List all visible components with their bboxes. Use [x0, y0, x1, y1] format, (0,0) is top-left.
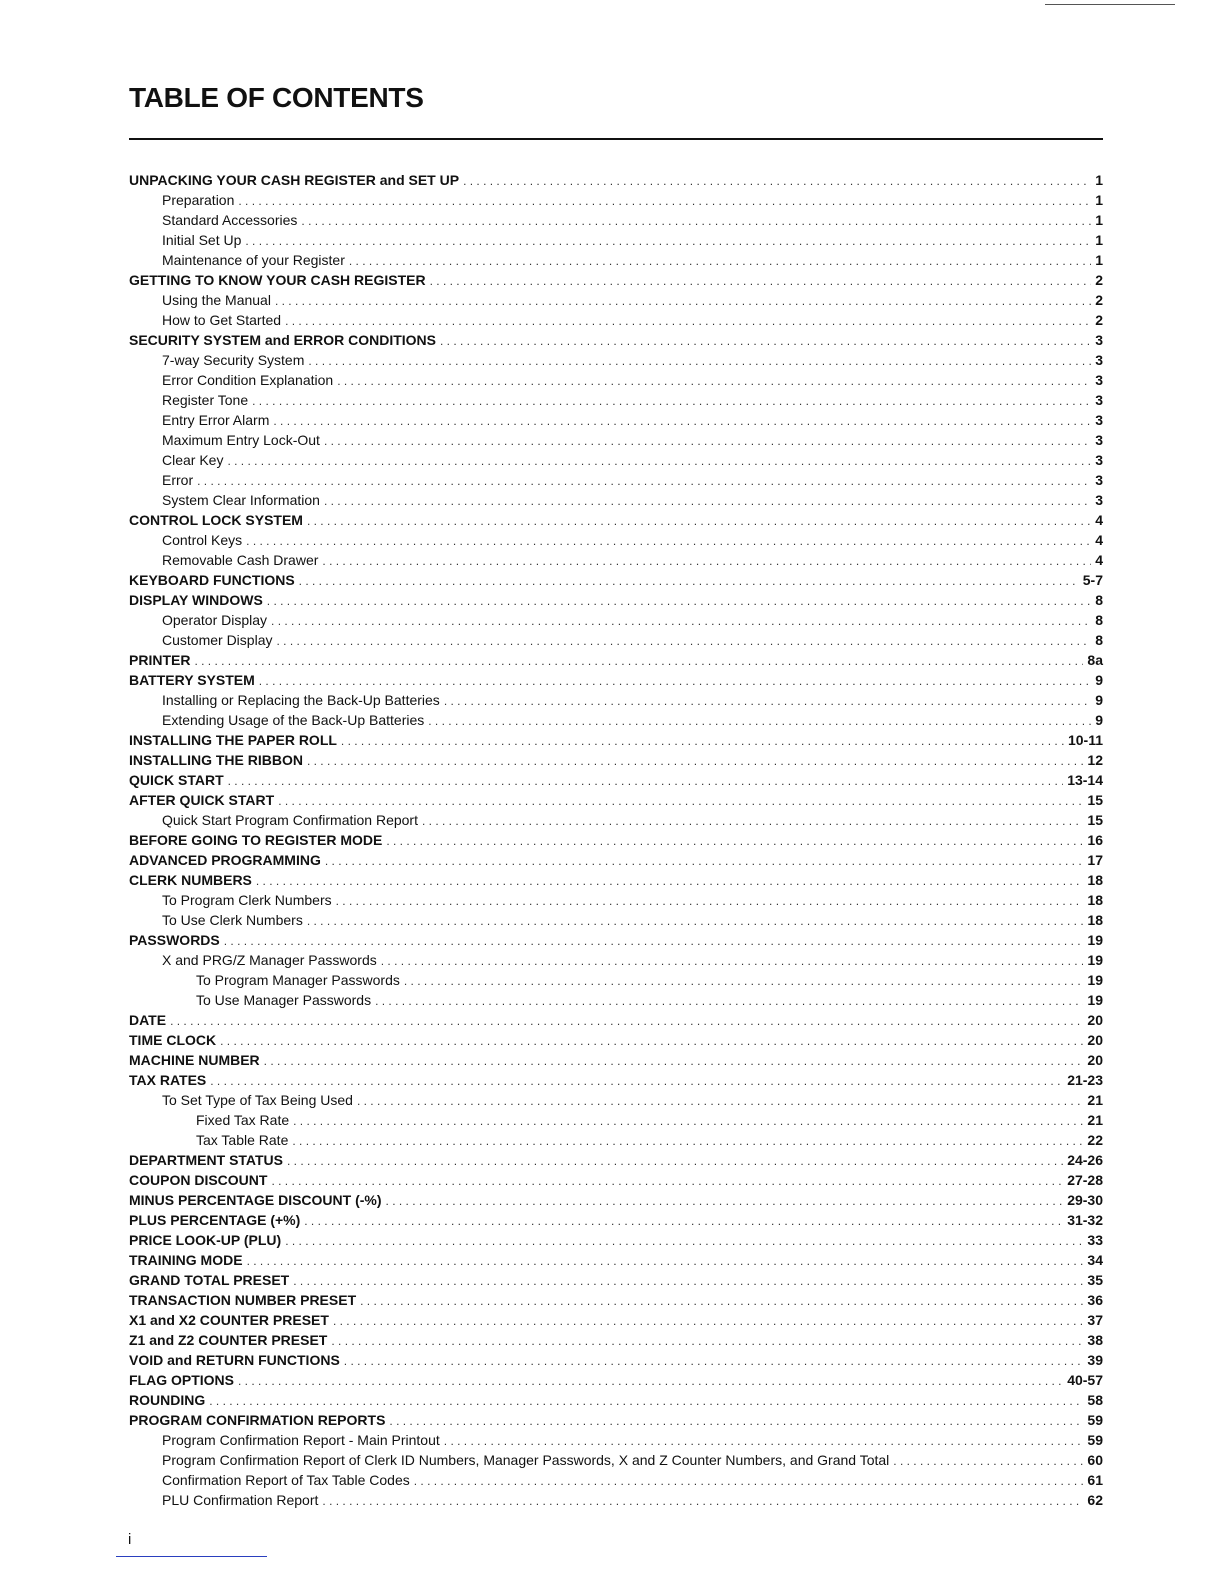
- dot-leader: [220, 1031, 1083, 1051]
- dot-leader: [389, 1411, 1083, 1431]
- toc-entry-label: Extending Usage of the Back-Up Batteries: [162, 712, 425, 728]
- toc-section-entry: [129, 1390, 1103, 1410]
- toc-entry-label: GETTING TO KNOW YOUR CASH REGISTER: [129, 272, 426, 288]
- toc-entry-label: Register Tone: [162, 392, 249, 408]
- toc-entry-label: Error: [162, 472, 194, 488]
- toc-section-entry: [129, 1050, 1103, 1070]
- toc-entry-page: 1: [1095, 252, 1103, 268]
- toc-entry-label: To Set Type of Tax Being Used: [162, 1092, 353, 1108]
- dot-leader: [170, 1011, 1083, 1031]
- dot-leader: [322, 1491, 1083, 1511]
- toc-entry-label: Maintenance of your Register: [162, 252, 345, 268]
- dot-leader: [444, 1431, 1084, 1451]
- toc-entry-label: SECURITY SYSTEM and ERROR CONDITIONS: [129, 332, 436, 348]
- toc-entry-label: CONTROL LOCK SYSTEM: [129, 512, 303, 528]
- dot-leader: [267, 591, 1091, 611]
- toc-entry-label: QUICK START: [129, 772, 224, 788]
- toc-entry-page: 40-57: [1067, 1372, 1103, 1388]
- toc-entry-label: PROGRAM CONFIRMATION REPORTS: [129, 1412, 386, 1428]
- toc-section-entry: [129, 270, 1103, 290]
- dot-leader: [893, 1451, 1083, 1471]
- toc-entry-label: Error Condition Explanation: [162, 372, 334, 388]
- toc-subsection-entry: [129, 1110, 1103, 1130]
- dot-leader: [404, 971, 1084, 991]
- dot-leader: [349, 251, 1091, 271]
- toc-entry-page: 37: [1087, 1312, 1103, 1328]
- dot-leader: [331, 1331, 1083, 1351]
- toc-entry-page: 3: [1095, 392, 1103, 408]
- toc-subsection-entry: [129, 430, 1103, 450]
- toc-section-entry: [129, 1310, 1103, 1330]
- dot-leader: [194, 651, 1083, 671]
- toc-section-entry: [129, 670, 1103, 690]
- toc-entry-page: 31-32: [1067, 1212, 1103, 1228]
- dot-leader: [307, 751, 1083, 771]
- toc-entry-page: 21-23: [1067, 1072, 1103, 1088]
- toc-entry-page: 15: [1087, 792, 1103, 808]
- toc-subsection-entry: [129, 810, 1103, 830]
- toc-subsection-entry: [129, 950, 1103, 970]
- dot-leader: [271, 611, 1091, 631]
- toc-entry-label: TIME CLOCK: [129, 1032, 217, 1048]
- toc-section-entry: [129, 1030, 1103, 1050]
- dot-leader: [278, 791, 1083, 811]
- toc-subsection-entry: [129, 970, 1103, 990]
- toc-entry-label: GRAND TOTAL PRESET: [129, 1272, 290, 1288]
- toc-entry-label: To Use Manager Passwords: [196, 992, 372, 1008]
- toc-entry-label: PLUS PERCENTAGE (+%): [129, 1212, 301, 1228]
- toc-subsection-entry: [129, 250, 1103, 270]
- toc-entry-page: 13-14: [1067, 772, 1103, 788]
- toc-entry-page: 17: [1087, 852, 1103, 868]
- dot-leader: [273, 411, 1091, 431]
- toc-section-entry: [129, 790, 1103, 810]
- toc-subsection-entry: [129, 910, 1103, 930]
- dot-leader: [293, 1271, 1083, 1291]
- dot-leader: [264, 1051, 1084, 1071]
- dot-leader: [256, 871, 1084, 891]
- toc-entry-label: Fixed Tax Rate: [196, 1112, 290, 1128]
- toc-section-entry: [129, 1170, 1103, 1190]
- dot-leader: [259, 671, 1091, 691]
- toc-section-entry: [129, 730, 1103, 750]
- toc-entry-label: TRANSACTION NUMBER PRESET: [129, 1292, 357, 1308]
- toc-entry-page: 9: [1095, 692, 1103, 708]
- dot-leader: [224, 931, 1084, 951]
- toc-subsection-entry: [129, 210, 1103, 230]
- dot-leader: [337, 371, 1091, 391]
- toc-section-entry: [129, 1370, 1103, 1390]
- toc-entry-label: Preparation: [162, 192, 235, 208]
- toc-section-entry: [129, 1350, 1103, 1370]
- toc-entry-label: KEYBOARD FUNCTIONS: [129, 572, 295, 588]
- dot-leader: [246, 531, 1091, 551]
- dot-leader: [307, 511, 1091, 531]
- toc-entry-label: Program Confirmation Report of Clerk ID Numbers, Manager Passwords, X and Z Counter Numbers, and Grand Total: [162, 1452, 890, 1468]
- toc-entry-page: 3: [1095, 332, 1103, 348]
- toc-subsection-entry: [129, 1130, 1103, 1150]
- toc-entry-label: PLU Confirmation Report: [162, 1492, 319, 1508]
- toc-entry-label: AFTER QUICK START: [129, 792, 275, 808]
- dot-leader: [238, 1371, 1063, 1391]
- toc-subsection-entry: [129, 550, 1103, 570]
- toc-entry-label: TAX RATES: [129, 1072, 207, 1088]
- toc-entry-page: 5-7: [1082, 572, 1103, 588]
- toc-entry-label: INSTALLING THE PAPER ROLL: [129, 732, 337, 748]
- toc-section-entry: [129, 330, 1103, 350]
- footer-divider: [116, 1556, 267, 1557]
- toc-entry-page: 27-28: [1067, 1172, 1103, 1188]
- toc-entry-page: 20: [1087, 1032, 1103, 1048]
- dot-leader: [381, 951, 1084, 971]
- toc-entry-page: 24-26: [1067, 1152, 1103, 1168]
- dot-leader: [428, 711, 1091, 731]
- toc-entry-label: ROUNDING: [129, 1392, 206, 1408]
- toc-entry-page: 3: [1095, 412, 1103, 428]
- toc-entry-label: Clear Key: [162, 452, 224, 468]
- toc-section-entry: [129, 1010, 1103, 1030]
- toc-entry-page: 34: [1087, 1252, 1103, 1268]
- scan-edge-line: [1045, 4, 1175, 5]
- dot-leader: [341, 731, 1064, 751]
- dot-leader: [301, 211, 1091, 231]
- toc-entry-page: 4: [1095, 512, 1103, 528]
- toc-entry-page: 3: [1095, 432, 1103, 448]
- toc-entry-label: Operator Display: [162, 612, 268, 628]
- dot-leader: [430, 271, 1092, 291]
- toc-section-entry: [129, 1290, 1103, 1310]
- dot-leader: [287, 1151, 1063, 1171]
- toc-entry-label: Removable Cash Drawer: [162, 552, 319, 568]
- dot-leader: [440, 331, 1091, 351]
- toc-section-entry: [129, 510, 1103, 530]
- toc-entry-label: Tax Table Rate: [196, 1132, 289, 1148]
- toc-entry-page: 58: [1087, 1392, 1103, 1408]
- dot-leader: [325, 851, 1084, 871]
- toc-subsection-entry: [129, 390, 1103, 410]
- dot-leader: [308, 351, 1091, 371]
- toc-entry-page: 3: [1095, 452, 1103, 468]
- toc-entry-page: 39: [1087, 1352, 1103, 1368]
- toc-entry-page: 36: [1087, 1292, 1103, 1308]
- dot-leader: [285, 311, 1091, 331]
- toc-entry-label: BEFORE GOING TO REGISTER MODE: [129, 832, 383, 848]
- dot-leader: [307, 911, 1084, 931]
- toc-entry-label: Entry Error Alarm: [162, 412, 270, 428]
- toc-entry-label: Control Keys: [162, 532, 243, 548]
- toc-entry-label: DISPLAY WINDOWS: [129, 592, 263, 608]
- toc-subsection-entry: [129, 1490, 1103, 1510]
- toc-subsection-entry: [129, 470, 1103, 490]
- toc-entry-label: Quick Start Program Confirmation Report: [162, 812, 418, 828]
- toc-entry-page: 4: [1095, 552, 1103, 568]
- toc-entry-label: MACHINE NUMBER: [129, 1052, 260, 1068]
- toc-entry-page: 12: [1087, 752, 1103, 768]
- dot-leader: [333, 1311, 1083, 1331]
- toc-subsection-entry: [129, 990, 1103, 1010]
- dot-leader: [252, 391, 1091, 411]
- toc-entry-page: 20: [1087, 1012, 1103, 1028]
- toc-subsection-entry: [129, 290, 1103, 310]
- toc-subsection-entry: [129, 190, 1103, 210]
- toc-entry-page: 16: [1087, 832, 1103, 848]
- toc-entry-page: 1: [1095, 192, 1103, 208]
- dot-leader: [386, 831, 1083, 851]
- toc-entry-page: 21: [1087, 1092, 1103, 1108]
- page-title: TABLE OF CONTENTS: [129, 82, 424, 113]
- toc-entry-page: 61: [1087, 1472, 1103, 1488]
- toc-section-entry: [129, 570, 1103, 590]
- dot-leader: [422, 811, 1083, 831]
- toc-entry-label: X and PRG/Z Manager Passwords: [162, 952, 377, 968]
- toc-entry-label: UNPACKING YOUR CASH REGISTER and SET UP: [129, 172, 460, 188]
- toc-entry-page: 4: [1095, 532, 1103, 548]
- toc-entry-label: X1 and X2 COUNTER PRESET: [129, 1312, 329, 1328]
- dot-leader: [336, 891, 1084, 911]
- toc-entry-page: 8a: [1087, 652, 1103, 668]
- toc-entry-page: 19: [1087, 992, 1103, 1008]
- dot-leader: [293, 1111, 1083, 1131]
- dot-leader: [344, 1351, 1084, 1371]
- dot-leader: [375, 991, 1083, 1011]
- toc-section-entry: [129, 1150, 1103, 1170]
- toc-entry-page: 62: [1087, 1492, 1103, 1508]
- toc-entry-label: BATTERY SYSTEM: [129, 672, 255, 688]
- toc-entry-page: 1: [1095, 172, 1103, 188]
- dot-leader: [324, 491, 1091, 511]
- toc-entry-label: How to Get Started: [162, 312, 282, 328]
- toc-entry-label: COUPON DISCOUNT: [129, 1172, 268, 1188]
- toc-entry-page: 8: [1095, 632, 1103, 648]
- dot-leader: [324, 431, 1091, 451]
- dot-leader: [386, 1191, 1064, 1211]
- toc-entry-page: 29-30: [1067, 1192, 1103, 1208]
- toc-subsection-entry: [129, 410, 1103, 430]
- toc-entry-page: 3: [1095, 372, 1103, 388]
- toc-entry-page: 19: [1087, 932, 1103, 948]
- toc-entry-page: 9: [1095, 712, 1103, 728]
- dot-leader: [197, 471, 1091, 491]
- dot-leader: [357, 1091, 1083, 1111]
- toc-entry-label: Installing or Replacing the Back-Up Batteries: [162, 692, 440, 708]
- dot-leader: [227, 451, 1091, 471]
- toc-subsection-entry: [129, 1450, 1103, 1470]
- toc-section-entry: [129, 1410, 1103, 1430]
- toc-entry-page: 18: [1087, 872, 1103, 888]
- toc-subsection-entry: [129, 710, 1103, 730]
- toc-subsection-entry: [129, 490, 1103, 510]
- toc-entry-page: 1: [1095, 232, 1103, 248]
- dot-leader: [299, 571, 1079, 591]
- toc-entry-page: 33: [1087, 1232, 1103, 1248]
- toc-entry-page: 2: [1095, 312, 1103, 328]
- toc-entry-page: 1: [1095, 212, 1103, 228]
- toc-entry-label: Standard Accessories: [162, 212, 298, 228]
- toc-entry-label: Customer Display: [162, 632, 273, 648]
- toc-section-entry: [129, 170, 1103, 190]
- dot-leader: [275, 291, 1091, 311]
- toc-entry-page: 20: [1087, 1052, 1103, 1068]
- toc-entry-label: FLAG OPTIONS: [129, 1372, 234, 1388]
- toc-section-entry: [129, 1210, 1103, 1230]
- toc-section-entry: [129, 750, 1103, 770]
- toc-entry-label: Confirmation Report of Tax Table Codes: [162, 1472, 410, 1488]
- toc-entry-page: 8: [1095, 592, 1103, 608]
- toc-section-entry: [129, 1190, 1103, 1210]
- dot-leader: [292, 1131, 1083, 1151]
- toc-section-entry: [129, 1330, 1103, 1350]
- dot-leader: [247, 1251, 1084, 1271]
- toc-subsection-entry: [129, 530, 1103, 550]
- toc-section-entry: [129, 1230, 1103, 1250]
- toc-subsection-entry: [129, 1090, 1103, 1110]
- toc-entry-page: 59: [1087, 1432, 1103, 1448]
- toc-subsection-entry: [129, 450, 1103, 470]
- toc-entry-label: Maximum Entry Lock-Out: [162, 432, 320, 448]
- toc-entry-label: To Program Manager Passwords: [196, 972, 400, 988]
- toc-subsection-entry: [129, 690, 1103, 710]
- toc-entry-page: 8: [1095, 612, 1103, 628]
- toc-entry-page: 2: [1095, 292, 1103, 308]
- toc-entry-page: 19: [1087, 972, 1103, 988]
- toc-entry-label: TRAINING MODE: [129, 1252, 243, 1268]
- toc-entry-page: 38: [1087, 1332, 1103, 1348]
- toc-entry-label: CLERK NUMBERS: [129, 872, 252, 888]
- dot-leader: [285, 1231, 1083, 1251]
- toc-entry-page: 15: [1087, 812, 1103, 828]
- dot-leader: [444, 691, 1091, 711]
- toc-entry-label: ADVANCED PROGRAMMING: [129, 852, 321, 868]
- toc-entry-page: 19: [1087, 952, 1103, 968]
- toc-subsection-entry: [129, 1470, 1103, 1490]
- toc-entry-page: 3: [1095, 352, 1103, 368]
- dot-leader: [414, 1471, 1084, 1491]
- toc-entry-label: DATE: [129, 1012, 167, 1028]
- toc-entry-label: VOID and RETURN FUNCTIONS: [129, 1352, 340, 1368]
- toc-subsection-entry: [129, 610, 1103, 630]
- toc-entry-label: Initial Set Up: [162, 232, 242, 248]
- dot-leader: [276, 631, 1091, 651]
- table-of-contents: [129, 170, 1103, 1510]
- toc-entry-page: 10-11: [1067, 732, 1103, 748]
- dot-leader: [360, 1291, 1083, 1311]
- toc-subsection-entry: [129, 350, 1103, 370]
- toc-entry-label: MINUS PERCENTAGE DISCOUNT (-%): [129, 1192, 382, 1208]
- toc-subsection-entry: [129, 230, 1103, 250]
- toc-section-entry: [129, 1070, 1103, 1090]
- toc-entry-page: 21: [1087, 1112, 1103, 1128]
- toc-entry-page: 2: [1095, 272, 1103, 288]
- toc-section-entry: [129, 830, 1103, 850]
- toc-entry-page: 18: [1087, 912, 1103, 928]
- toc-subsection-entry: [129, 890, 1103, 910]
- page-number: i: [128, 1531, 132, 1548]
- toc-entry-label: Program Confirmation Report - Main Printout: [162, 1432, 440, 1448]
- toc-section-entry: [129, 770, 1103, 790]
- toc-entry-label: To Program Clerk Numbers: [162, 892, 332, 908]
- toc-subsection-entry: [129, 1430, 1103, 1450]
- toc-entry-label: Using the Manual: [162, 292, 271, 308]
- dot-leader: [322, 551, 1091, 571]
- dot-leader: [238, 191, 1091, 211]
- toc-entry-label: 7-way Security System: [162, 352, 305, 368]
- toc-entry-page: 22: [1087, 1132, 1103, 1148]
- dot-leader: [228, 771, 1064, 791]
- toc-entry-page: 60: [1087, 1452, 1103, 1468]
- toc-entry-label: PRICE LOOK-UP (PLU): [129, 1232, 282, 1248]
- toc-section-entry: [129, 650, 1103, 670]
- toc-entry-label: PRINTER: [129, 652, 191, 668]
- toc-subsection-entry: [129, 630, 1103, 650]
- dot-leader: [463, 171, 1091, 191]
- toc-entry-label: Z1 and Z2 COUNTER PRESET: [129, 1332, 328, 1348]
- toc-section-entry: [129, 930, 1103, 950]
- title-divider: [129, 138, 1103, 140]
- dot-leader: [210, 1071, 1063, 1091]
- toc-section-entry: [129, 590, 1103, 610]
- dot-leader: [245, 231, 1091, 251]
- toc-entry-page: 3: [1095, 492, 1103, 508]
- dot-leader: [271, 1171, 1063, 1191]
- toc-section-entry: [129, 850, 1103, 870]
- toc-subsection-entry: [129, 310, 1103, 330]
- toc-entry-page: 9: [1095, 672, 1103, 688]
- dot-leader: [304, 1211, 1063, 1231]
- toc-entry-label: INSTALLING THE RIBBON: [129, 752, 303, 768]
- toc-section-entry: [129, 1250, 1103, 1270]
- toc-subsection-entry: [129, 370, 1103, 390]
- toc-section-entry: [129, 1270, 1103, 1290]
- toc-entry-page: 3: [1095, 472, 1103, 488]
- toc-entry-label: To Use Clerk Numbers: [162, 912, 303, 928]
- toc-entry-page: 18: [1087, 892, 1103, 908]
- toc-entry-label: PASSWORDS: [129, 932, 220, 948]
- toc-entry-label: System Clear Information: [162, 492, 320, 508]
- toc-entry-label: DEPARTMENT STATUS: [129, 1152, 283, 1168]
- toc-section-entry: [129, 870, 1103, 890]
- dot-leader: [209, 1391, 1083, 1411]
- toc-entry-page: 59: [1087, 1412, 1103, 1428]
- toc-entry-page: 35: [1087, 1272, 1103, 1288]
